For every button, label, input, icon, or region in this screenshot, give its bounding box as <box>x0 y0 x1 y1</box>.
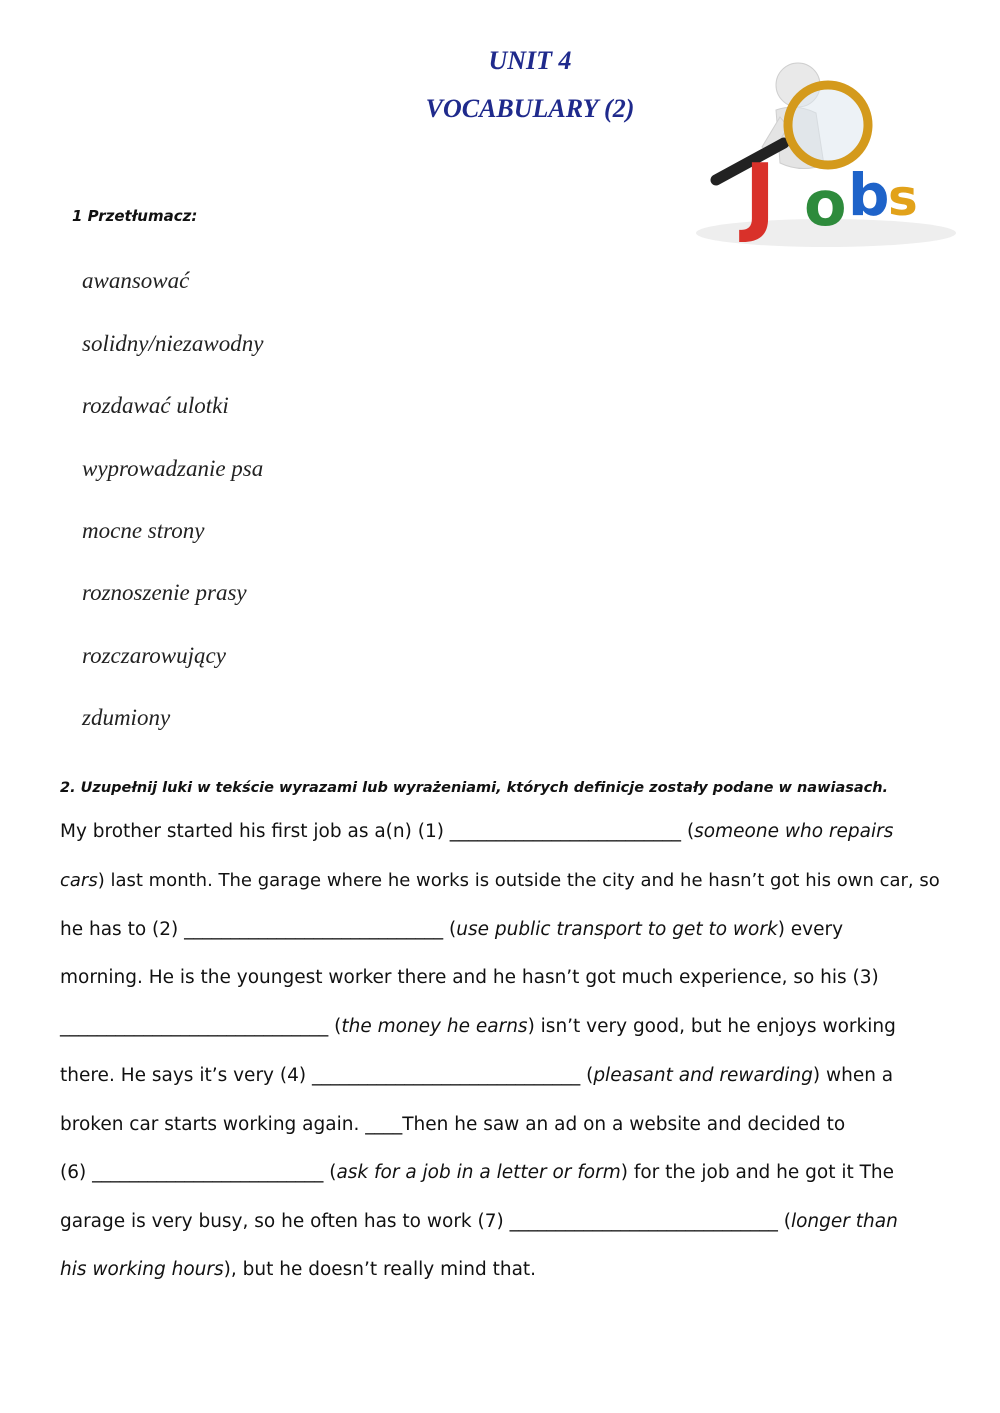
text-line-5: _____________________________ (the money he earns) isn’t very good, but he enjoys working <box>60 1016 896 1037</box>
logo-letter-s: s <box>888 169 918 227</box>
text-line-10: his working hours), but he doesn’t really mind that. <box>60 1259 537 1280</box>
vocab-word: solidny/niezawodny <box>82 331 264 356</box>
text-line-9: garage is very busy, so he often has to work (7) _____________________________ (longer than <box>60 1211 898 1232</box>
text-line-4: morning. He is the youngest worker there and he hasn’t got much experience, so his (3) <box>60 967 879 988</box>
text-line-6: there. He says it’s very (4) _____________________________ (pleasant and rewarding) when a <box>60 1065 894 1086</box>
vocab-word: rozczarowujący <box>82 643 226 668</box>
text-line-8: (6) _________________________ (ask for a job in a letter or form) for the job and he got it The <box>60 1162 895 1183</box>
vocabulary-subtitle: VOCABULARY (2) <box>425 94 635 123</box>
exercise2-title: 2. Uzupełnij luki w tekście wyrazami lub wyrażeniami, których definicje zostały podane w nawiasach. <box>60 780 889 796</box>
text-line-2: cars) last month. The garage where he works is outside the city and he hasn’t got his own car, so <box>60 870 940 891</box>
logo-letter-b: b <box>848 161 890 229</box>
unit-title: UNIT 4 <box>488 46 572 75</box>
logo-letter-j: J <box>744 146 776 246</box>
exercise1-title: 1 Przetłumacz: <box>72 207 198 225</box>
jobs-logo-image <box>676 55 966 260</box>
magnifier-lens <box>788 85 868 165</box>
vocab-word: awansować <box>82 268 190 293</box>
text-line-7: broken car starts working again. ____Then he saw an ad on a website and decided to <box>60 1114 846 1135</box>
vocab-word: zdumiony <box>82 705 171 730</box>
text-line-1: My brother started his first job as a(n) (1) _________________________ (someone who repairs <box>60 821 894 842</box>
logo-letter-o: o <box>804 167 847 240</box>
vocab-word: mocne strony <box>82 518 205 543</box>
vocab-word: rozdawać ulotki <box>82 393 229 418</box>
vocab-word: wyprowadzanie psa <box>82 456 264 481</box>
text-line-3: he has to (2) ____________________________ (use public transport to get to work) every <box>60 919 844 940</box>
vocab-word: roznoszenie prasy <box>82 580 247 605</box>
